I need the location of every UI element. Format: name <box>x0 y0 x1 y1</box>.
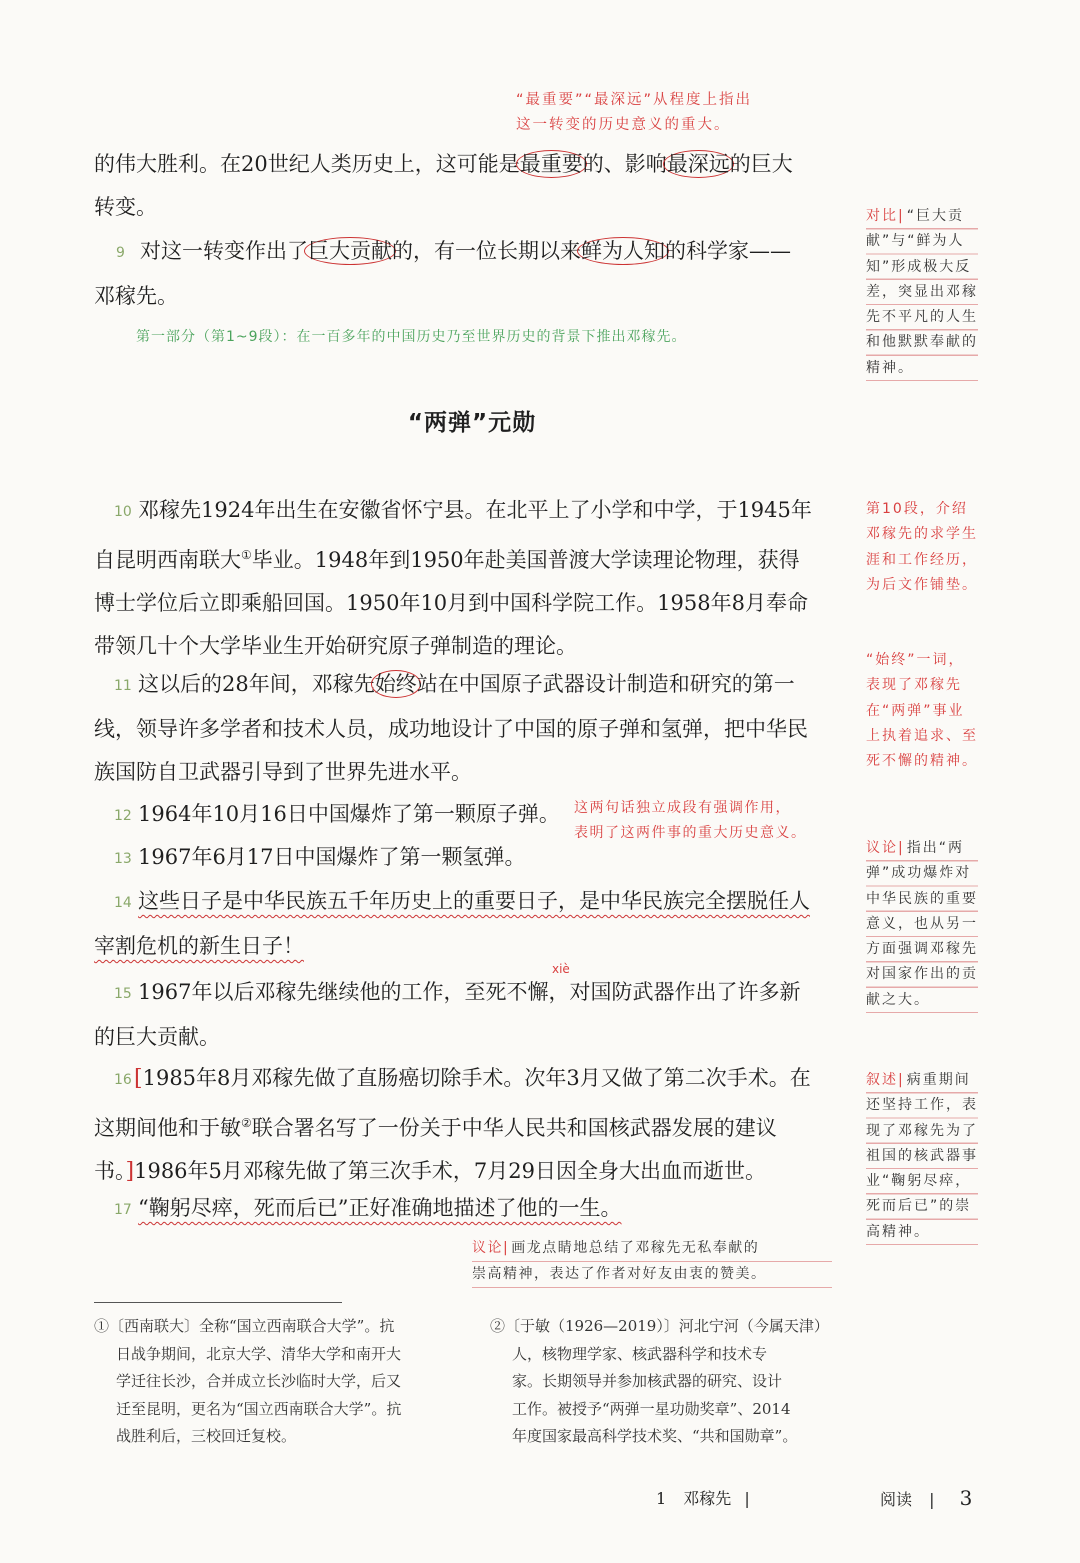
paragraph-number: 11 <box>114 678 132 694</box>
annotation-line: 这两句话独立成段有强调作用， <box>574 800 791 816</box>
annotation-line: 这一转变的历史意义的重大。 <box>516 117 731 133</box>
footnote-divider <box>94 1302 342 1303</box>
part-summary-note: 第一部分（第1~9段）：在一百多年的中国历史乃至世界历史的背景下推出邓稼先。 <box>136 329 687 345</box>
paragraph-number: 14 <box>114 895 132 911</box>
paragraph-11: 11 这以后的28年间，邓稼先始终站在中国原子武器设计制造和研究的第一 线，领导许多学者和技术人员，成功地设计了中国的原子弹和氢弹，把中华民 族国防自卫武器引导到了世界先进水平。 <box>94 663 850 794</box>
page-footer <box>656 1486 750 1509</box>
paragraph-number: 13 <box>114 851 132 867</box>
circled-word: 最深远 <box>663 150 734 178</box>
page-footer-right <box>880 1486 972 1510</box>
paragraph-number: 12 <box>114 808 132 824</box>
side-note-contrast: 对比| “巨大贡献”与“鲜为人知”形成极大反差，突显出邓稼先不平凡的人生和他默默奉献的精神。 <box>866 204 978 381</box>
note-label: 议论 <box>866 840 898 856</box>
circled-word: 巨大贡献 <box>304 237 396 265</box>
side-note-shizhong: “始终”一词，表现了邓稼先在“两弹”事业上执着追求、至死不懈的精神。 <box>866 652 978 770</box>
paragraph-number: 15 <box>114 986 132 1002</box>
paragraph-number: 9 <box>116 245 125 261</box>
paragraph-9: 9 对这一转变作出了巨大贡献的，有一位长期以来鲜为人知的科学家—— 邓稼先。 <box>94 230 850 318</box>
footer-divider: | <box>744 1489 750 1508</box>
footer-divider: | <box>929 1490 935 1509</box>
circled-word: 始终 <box>371 670 421 698</box>
paragraph-number: 10 <box>114 504 132 520</box>
side-note-narration-16: 叙述| 病重期间还坚持工作，表现了邓稼先为了祖国的核武器事业“鞠躬尽瘁，死而后已”的崇高精神。 <box>866 1068 978 1245</box>
annotation-top <box>516 88 846 138</box>
paragraph-10: 10 邓稼先1924年出生在安徽省怀宁县。在北平上了小学和中学，于1945年 自昆明西南联大①毕业。1948年到1950年赴美国普渡大学读理论物理，获得 博士学位后立即乘船回国。1950年10月到中国科学院工作。1958年8月奉命 带领几十个大学毕业生开始研究原子弹制造的理论。 <box>94 489 850 668</box>
paragraph-number: 16 <box>114 1072 132 1088</box>
note-label: 叙述 <box>866 1072 898 1088</box>
paragraph-13: 13 1967年6月17日中国爆炸了第一颗氢弹。 <box>94 836 850 881</box>
paragraph-number: 17 <box>114 1202 132 1218</box>
bracket-mark: [ <box>134 1066 143 1091</box>
paragraph-17: 17 “鞠躬尽瘁，死而后已”正好准确地描述了他的一生。 <box>94 1187 850 1232</box>
paragraph-8: 的伟大胜利。在20世纪人类历史上，这可能是最重要的、影响最深远的巨大 转变。 <box>94 152 793 219</box>
section-title: “两弹”元勋 <box>407 410 537 436</box>
paragraph-15: 15 1967年以后邓稼先继续他的工作，至死不懈，对国防武器作出了许多新 的巨大贡献。 <box>94 971 850 1059</box>
footnote-ref: ① <box>241 548 252 562</box>
lesson-number: 1 <box>656 1489 667 1508</box>
paragraph-14: 14 这些日子是中华民族五千年历史上的重要日子，是中华民族完全摆脱任人 宰割危机的新生日子！ <box>94 880 850 968</box>
note-label: 对比 <box>866 208 898 224</box>
side-note-paragraph-10: 第10段，介绍邓稼先的求学生涯和工作经历，为后文作铺垫。 <box>866 501 978 593</box>
bracket-mark: ] <box>125 1159 135 1184</box>
annotation-paragraph-17: 议论| 画龙点睛地总结了邓稼先无私奉献的 崇高精神，表达了作者对好友由衷的赞美。 <box>472 1236 832 1288</box>
lesson-title: 邓稼先 <box>683 1489 732 1508</box>
paragraph-12: 12 1964年10月16日中国爆炸了第一颗原子弹。 <box>94 793 850 838</box>
footnote-ref: ② <box>241 1116 252 1130</box>
footnote-1: ①〔西南联大〕全称“国立西南联合大学”。抗 日战争期间，北京大学、清华大学和南开大 学迁往长沙，合并成立长沙临时大学，后又 迁至昆明，更名为“国立西南联合大学”。抗 战胜利后，三校回迁复校。 <box>94 1317 402 1445</box>
note-label: 议论 <box>472 1240 503 1256</box>
footnote-2: ②〔于敏（1926—2019）〕河北宁河（今属天津） 人，核物理学家、核武器科学和技术专 家。长期领导并参加核武器的研究、设计 工作。被授予“两弹一星功勋奖章”、2014 年度国家最高科学技术奖、“共和国勋章”。 <box>490 1317 829 1445</box>
circled-word: 鲜为人知 <box>577 237 669 265</box>
annotation-line: “最重要”“最深远”从程度上指出 <box>516 92 753 108</box>
side-note-discussion-14: 议论| 指出“两弹”成功爆炸对中华民族的重要意义，也从另一方面强调邓稼先对国家作出的贡献之大。 <box>866 836 978 1013</box>
pinyin-annotation: xiè <box>552 962 570 976</box>
circled-word: 最重要 <box>516 150 587 178</box>
annotation-line: 表明了这两件事的重大历史意义。 <box>574 825 807 841</box>
paragraph-16: 16[1985年8月邓稼先做了直肠癌切除手术。次年3月又做了第二次手术。在 这期间他和于敏②联合署名写了一份关于中华人民共和国核武器发展的建议 书。]1986年5月邓稼先做了第三次手术，7月29日因全身大出血而逝世。 <box>94 1057 850 1193</box>
page-number: 3 <box>959 1486 973 1510</box>
section-name: 阅读 <box>880 1490 913 1509</box>
